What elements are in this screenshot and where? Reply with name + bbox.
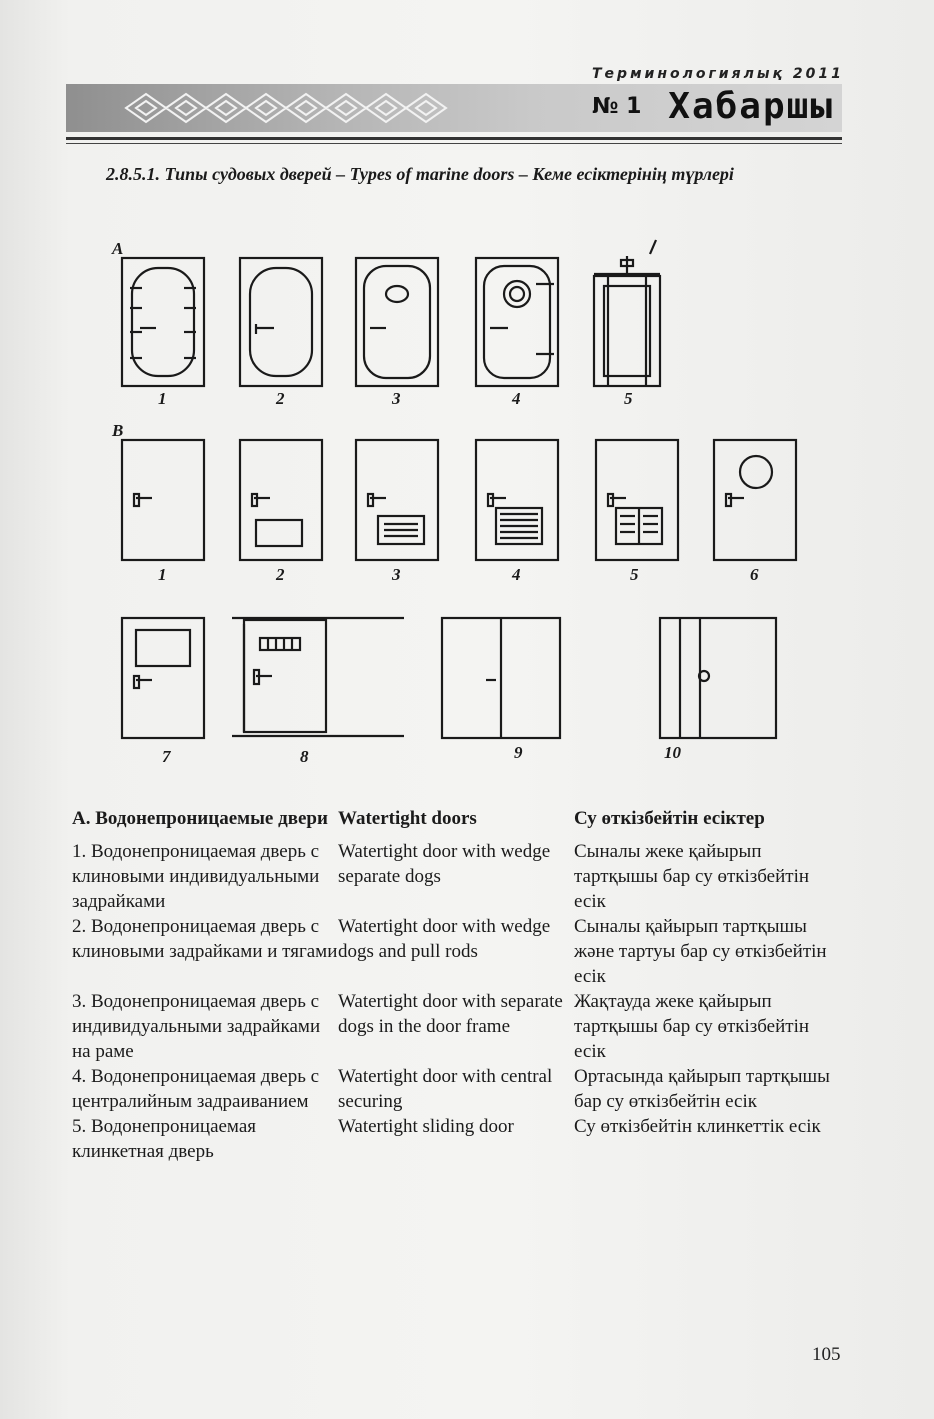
header-band [66,84,842,132]
num-a1: 1 [158,389,167,408]
table-row [72,1064,852,1114]
section-title: Хабаршы [668,86,834,127]
header-rule-thin [66,143,842,144]
term-ru: 4. Водонепроницаемая дверь с централийным задраиванием [72,1066,320,1112]
group-label-b: B [112,421,124,440]
num-b4: 4 [512,565,521,584]
door-a2 [240,258,322,386]
num-a2: 2 [276,389,285,408]
num-a5: 5 [624,389,633,408]
figure-caption: 2.8.5.1. Типы судовых дверей – Types of marine doors – Кеме есіктерінің түрлері [106,164,734,184]
page-number: 105 [812,1344,841,1365]
issue-number: № 1 [592,94,642,119]
term-kk: Су өткізбейтін клинкеттік есік [574,1116,821,1137]
num-a3: 3 [392,389,401,408]
num-b6: 6 [750,565,759,584]
num-b3: 3 [392,565,401,584]
term-kk: Жақтауда жеке қайырып тартқышы бар су өткізбейтін есік [574,991,810,1062]
num-c9: 9 [514,743,523,762]
door-types-diagram [60,236,870,796]
term-kk: Сыналы жеке қайырып тартқышы бар су өткізбейтін есік [574,841,810,912]
group-label-a: A [112,239,124,258]
term-en: Watertight door with separate dogs in the door frame [338,991,563,1037]
term-ru: 5. Водонепроницаемая клинкетная дверь [72,1116,256,1162]
terms-table [72,806,852,1164]
door-a3 [356,258,438,386]
term-ru: 1. Водонепроницаемая дверь с клиновыми индивидуальными задрайками [72,841,320,912]
door-a1 [122,258,204,386]
ornament-pattern [66,84,486,132]
term-en: Watertight sliding door [338,1116,514,1137]
header-ru: А. Водонепроницаемые двери [72,808,328,829]
num-c7: 7 [162,747,171,766]
term-ru: 3. Водонепроницаемая дверь с индивидуальными задрайками на раме [72,991,321,1062]
table-row [72,1114,852,1164]
num-a4: 4 [512,389,521,408]
journal-name: Терминологиялық 2011 [592,66,844,82]
term-en: Watertight door with wedge separate dogs [338,841,551,887]
num-b2: 2 [276,565,285,584]
table-header [72,806,852,831]
num-c8: 8 [300,747,309,766]
term-en: Watertight door with central securing [338,1066,553,1112]
term-en: Watertight door with wedge dogs and pull rods [338,916,551,962]
table-row [72,839,852,914]
num-c10: 10 [664,743,681,762]
header-en: Watertight doors [338,808,477,829]
num-b1: 1 [158,565,167,584]
header-rule [66,137,842,140]
table-row [72,989,852,1064]
header-kk: Су өткізбейтін есіктер [574,808,765,829]
table-row [72,914,852,989]
num-b5: 5 [630,565,639,584]
term-kk: Ортасында қайырып тартқышы бар су өткізбейтін есік [574,1066,830,1112]
door-a4 [476,258,558,386]
term-ru: 2. Водонепроницаемая дверь с клиновыми задрайками и тягами [72,916,338,962]
term-kk: Сыналы қайырып тартқышы және тартуы бар су өткізбейтін есік [574,916,827,987]
door-c10 [660,618,776,738]
